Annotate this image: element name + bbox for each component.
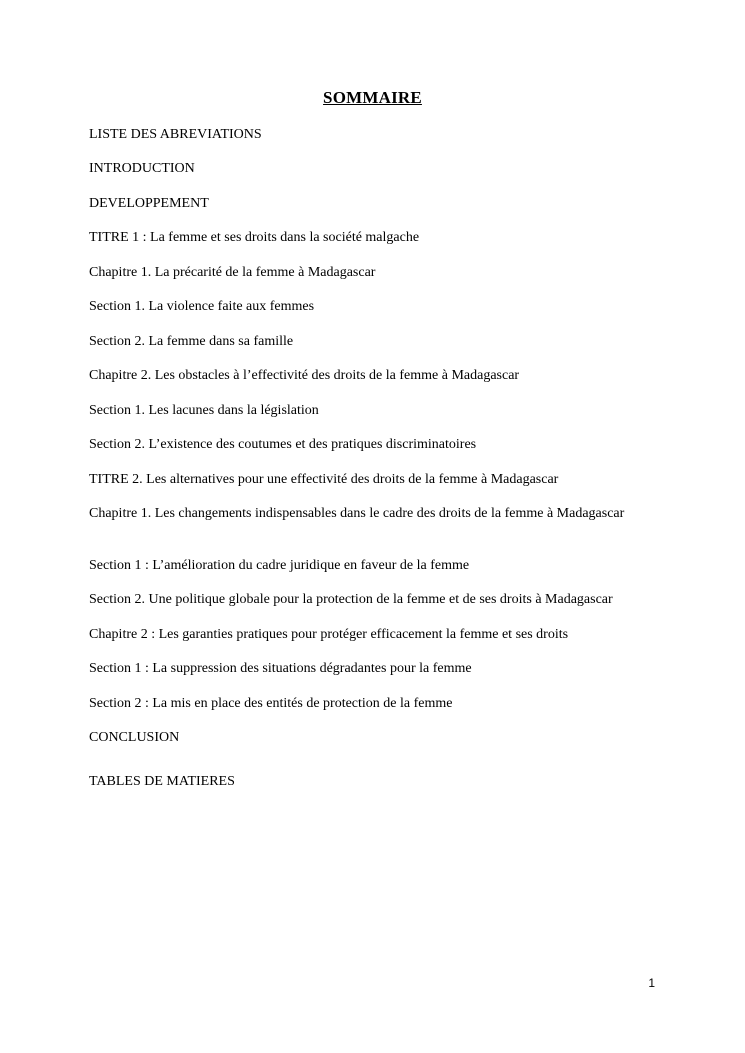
toc-entry-section-2-2-1: Section 1 : La suppression des situations dégradantes pour la femme: [89, 661, 472, 676]
toc-entry-abbreviations: LISTE DES ABREVIATIONS: [89, 127, 262, 142]
toc-entry-chapter-1-1: Chapitre 1. La précarité de la femme à Madagascar: [89, 265, 376, 280]
toc-entry-chapter-2-2: Chapitre 2 : Les garanties pratiques pour protéger efficacement la femme et ses droits: [89, 627, 569, 642]
page-number: 1: [648, 976, 655, 990]
toc-entry-title-1: TITRE 1 : La femme et ses droits dans la société malgache: [89, 230, 420, 245]
toc-entry-section-1-2-2: Section 2. L’existence des coutumes et des pratiques discriminatoires: [89, 437, 477, 452]
toc-entry-section-1-1-2: Section 2. La femme dans sa famille: [89, 334, 294, 349]
toc-entry-chapter-1-2: Chapitre 2. Les obstacles à l’effectivité des droits de la femme à Madagascar: [89, 368, 520, 383]
toc-entry-chapter-2-1: Chapitre 1. Les changements indispensables dans le cadre des droits de la femme à Madagascar: [89, 506, 625, 521]
toc-entry-introduction: INTRODUCTION: [89, 161, 195, 176]
toc-entry-section-2-1-2: Section 2. Une politique globale pour la protection de la femme et de ses droits à Madagascar: [89, 592, 613, 607]
toc-entry-title-2: TITRE 2. Les alternatives pour une effectivité des droits de la femme à Madagascar: [89, 472, 559, 487]
toc-entry-section-1-2-1: Section 1. Les lacunes dans la législation: [89, 403, 319, 418]
toc-entry-table-of-contents: TABLES DE MATIERES: [89, 774, 235, 789]
toc-entry-conclusion: CONCLUSION: [89, 730, 180, 745]
page-title: SOMMAIRE: [323, 88, 422, 107]
toc-entry-section-1-1-1: Section 1. La violence faite aux femmes: [89, 299, 315, 314]
toc-entry-section-2-2-2: Section 2 : La mis en place des entités de protection de la femme: [89, 696, 453, 711]
toc-entry-development: DEVELOPPEMENT: [89, 196, 209, 211]
toc-entry-section-2-1-1: Section 1 : L’amélioration du cadre juridique en faveur de la femme: [89, 558, 470, 573]
